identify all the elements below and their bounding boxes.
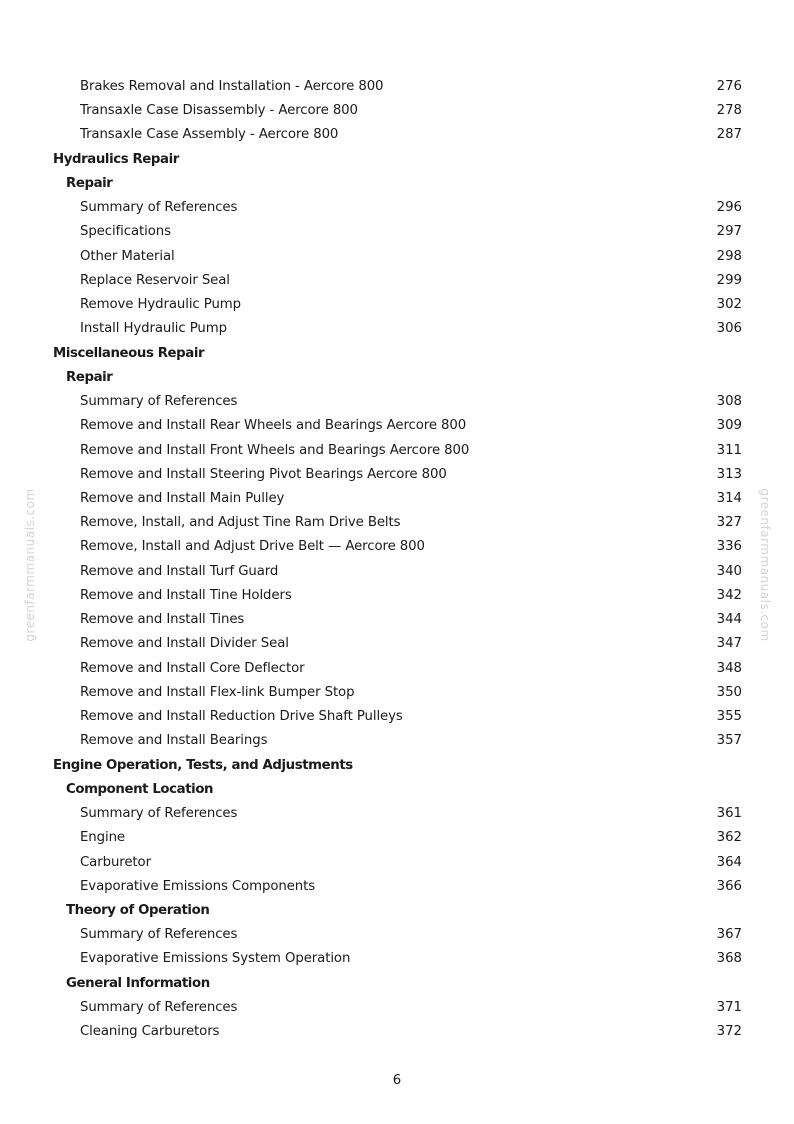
toc-entry-page-number: 340: [716, 563, 742, 579]
toc-entry-title: Remove and Install Turf Guard: [80, 563, 279, 579]
toc-section-heading: [0, 754, 794, 778]
toc-entry: [0, 317, 794, 341]
toc-entry-title: Remove and Install Rear Wheels and Bearings Aercore 800: [80, 418, 467, 434]
toc-entry: [0, 584, 794, 608]
toc-entry-title: Carburetor: [80, 854, 151, 870]
toc-entry-page-number: 362: [716, 830, 742, 846]
toc-entry: [0, 414, 794, 438]
toc-entry-title: Engine Operation, Tests, and Adjustments: [53, 757, 353, 773]
toc-entry: [0, 996, 794, 1020]
toc-entry-page-number: 372: [716, 1024, 742, 1040]
toc-entry-page-number: 298: [716, 248, 742, 264]
toc-entry-title: Remove and Install Tine Holders: [80, 587, 292, 603]
toc-entry-title: Component Location: [66, 781, 214, 797]
toc-subsection-heading: [0, 899, 794, 923]
toc-entry-title: General Information: [66, 975, 210, 991]
toc-entry: [0, 439, 794, 463]
toc-entry-page-number: 350: [716, 684, 742, 700]
toc-entry-page-number: 296: [716, 200, 742, 216]
toc-entry: [0, 220, 794, 244]
toc-entry-page-number: 361: [716, 806, 742, 822]
toc-entry: [0, 1020, 794, 1044]
toc-entry-page-number: 278: [716, 103, 742, 119]
toc-entry-page-number: 313: [716, 466, 742, 482]
toc-entry-title: Replace Reservoir Seal: [80, 272, 230, 288]
toc-entry-title: Remove and Install Core Deflector: [80, 660, 305, 676]
toc-entry-title: Specifications: [80, 224, 171, 240]
toc-subsection-heading: [0, 972, 794, 996]
toc-entry-page-number: 287: [716, 127, 742, 143]
toc-entry: [0, 390, 794, 414]
toc-entry-page-number: 308: [716, 394, 742, 410]
toc-entry-page-number: 371: [716, 999, 742, 1015]
toc-entry: [0, 535, 794, 559]
toc-entry-title: Repair: [66, 175, 113, 191]
toc-entry: [0, 196, 794, 220]
toc-entry-title: Summary of References: [80, 200, 238, 216]
toc-entry-title: Evaporative Emissions Components: [80, 878, 316, 894]
toc-entry: [0, 802, 794, 826]
toc-entry-title: Engine: [80, 830, 125, 846]
toc-entry-page-number: 306: [716, 321, 742, 337]
toc-entry: [0, 608, 794, 632]
toc-entry: [0, 851, 794, 875]
toc-entry-title: Remove and Install Bearings: [80, 733, 268, 749]
toc-entry-title: Remove, Install, and Adjust Tine Ram Drive Belts: [80, 515, 401, 531]
watermark-left: greenfarmmanuals.com: [23, 488, 37, 642]
toc-entry-page-number: 327: [716, 515, 742, 531]
toc-entry-page-number: 355: [716, 709, 742, 725]
toc-section-heading: [0, 148, 794, 172]
toc-entry-title: Theory of Operation: [66, 902, 210, 918]
toc-entry: [0, 511, 794, 535]
toc-entry-title: Remove and Install Front Wheels and Bearings Aercore 800: [80, 442, 470, 458]
toc-entry-title: Brakes Removal and Installation - Aercore 800: [80, 79, 384, 94]
toc-entry-title: Summary of References: [80, 806, 238, 822]
toc-entry-page-number: 302: [716, 297, 742, 313]
toc-entry: [0, 75, 794, 99]
toc-entry-title: Install Hydraulic Pump: [80, 321, 227, 337]
toc-entry: [0, 245, 794, 269]
toc-entry-page-number: 314: [716, 490, 742, 506]
toc-entry: [0, 269, 794, 293]
toc-subsection-heading: [0, 778, 794, 802]
toc-entry-page-number: 367: [716, 927, 742, 943]
toc-entry: [0, 123, 794, 147]
toc-entry-title: Transaxle Case Assembly - Aercore 800: [80, 127, 339, 143]
toc-entry-page-number: 364: [716, 854, 742, 870]
toc-entry: [0, 657, 794, 681]
toc-entry-page-number: 336: [716, 539, 742, 555]
toc-entry-page-number: 297: [716, 224, 742, 240]
toc-entry-title: Remove and Install Tines: [80, 612, 245, 628]
toc-entry-page-number: 276: [716, 79, 742, 94]
toc-entry-page-number: 342: [716, 587, 742, 603]
toc-entry-title: Other Material: [80, 248, 175, 264]
toc-entry: [0, 463, 794, 487]
toc-entry-title: Remove and Install Divider Seal: [80, 636, 289, 652]
toc-entry-title: Transaxle Case Disassembly - Aercore 800: [80, 103, 358, 119]
toc-entry-title: Remove and Install Main Pulley: [80, 490, 285, 506]
toc-entry: [0, 923, 794, 947]
toc-subsection-heading: [0, 172, 794, 196]
toc-subsection-heading: [0, 366, 794, 390]
toc-entry-title: Remove, Install and Adjust Drive Belt — Aercore 800: [80, 539, 425, 555]
toc-entry-title: Summary of References: [80, 394, 238, 410]
table-of-contents: [0, 75, 794, 1044]
toc-entry: [0, 947, 794, 971]
toc-entry-page-number: 311: [716, 442, 742, 458]
toc-entry-page-number: 344: [716, 612, 742, 628]
toc-entry-title: Cleaning Carburetors: [80, 1024, 220, 1040]
page-number: 6: [392, 1073, 402, 1088]
toc-entry-title: Remove and Install Steering Pivot Bearings Aercore 800: [80, 466, 447, 482]
toc-section-heading: [0, 342, 794, 366]
toc-entry: [0, 729, 794, 753]
toc-entry-page-number: 309: [716, 418, 742, 434]
toc-entry: [0, 487, 794, 511]
toc-entry-page-number: 366: [716, 878, 742, 894]
toc-entry: [0, 293, 794, 317]
toc-entry: [0, 632, 794, 656]
toc-entry-page-number: 368: [716, 951, 742, 967]
toc-entry: [0, 681, 794, 705]
toc-entry-page-number: 299: [716, 272, 742, 288]
toc-entry: [0, 826, 794, 850]
toc-entry-title: Evaporative Emissions System Operation: [80, 951, 351, 967]
toc-entry-title: Miscellaneous Repair: [53, 345, 205, 361]
toc-entry-title: Hydraulics Repair: [53, 151, 179, 167]
toc-entry: [0, 705, 794, 729]
toc-entry-title: Repair: [66, 369, 113, 385]
watermark-right: greenfarmmanuals.com: [758, 488, 772, 642]
toc-entry-page-number: 347: [716, 636, 742, 652]
toc-entry: [0, 875, 794, 899]
toc-entry-page-number: 348: [716, 660, 742, 676]
toc-entry-page-number: 357: [716, 733, 742, 749]
toc-entry-title: Summary of References: [80, 999, 238, 1015]
toc-entry: [0, 560, 794, 584]
toc-entry: [0, 99, 794, 123]
toc-entry-title: Remove and Install Flex-link Bumper Stop: [80, 684, 355, 700]
toc-entry-title: Summary of References: [80, 927, 238, 943]
toc-entry-title: Remove Hydraulic Pump: [80, 297, 241, 313]
toc-entry-title: Remove and Install Reduction Drive Shaft Pulleys: [80, 709, 403, 725]
